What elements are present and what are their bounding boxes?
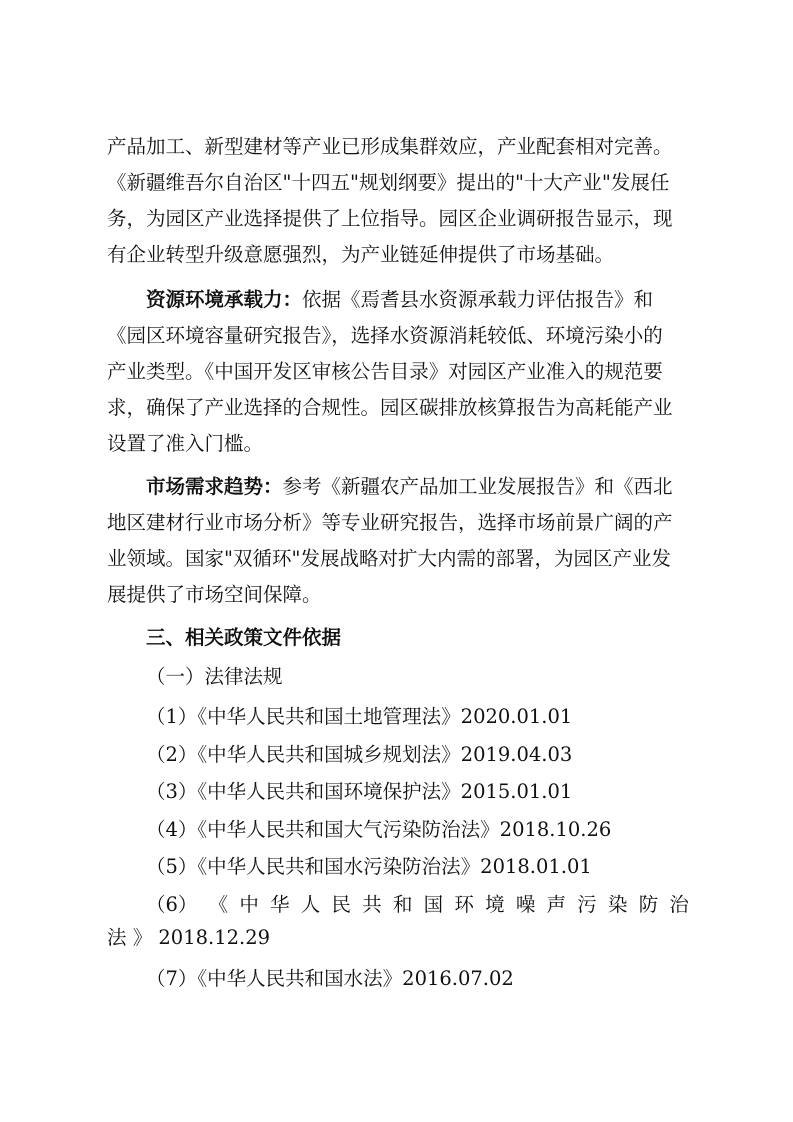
law-char: 噪 — [515, 893, 536, 916]
law-item: （3）《中华人民共和国环境保护法》2015.01.01 — [146, 780, 573, 803]
paragraph-label: 市场需求趋势： — [146, 475, 283, 498]
paragraph-line: 产业类型。《中国开发区审核公告目录》对园区产业准入的规范要 — [107, 360, 663, 383]
paragraph-text: 参考《新疆农产品加工业发展报告》和《西北 — [282, 475, 673, 498]
law-char: 民 — [331, 893, 352, 916]
law-char: 华 — [270, 893, 290, 916]
law-char: 防 — [638, 893, 659, 916]
subsection-heading: （一）法律法规 — [146, 665, 283, 688]
paragraph-line: 地区建材行业市场分析》等专业研究报告，选择市场前景广阔的产 — [107, 511, 673, 534]
law-char: 声 — [546, 893, 567, 916]
paragraph-text: 依据《焉耆县水资源承载力评估报告》和 — [302, 288, 654, 311]
law-item — [146, 888, 689, 922]
paragraph-line: 《园区环境容量研究报告》，选择水资源消耗较低、环境污染小的 — [107, 324, 663, 347]
paragraph-line — [146, 283, 653, 317]
paragraph-line: 设置了准入门槛。 — [107, 432, 264, 455]
paragraph-line: 有企业转型升级意愿强烈，为产业链延伸提供了市场基础。 — [107, 243, 615, 266]
law-item: （1）《中华人民共和国土地管理法》2020.01.01 — [146, 705, 573, 728]
paragraph-line: 业领域。国家"双循环"发展战略对扩大内需的部署，为园区产业发 — [107, 547, 671, 570]
paragraph-line: 产品加工、新型建材等产业已形成集群效应，产业配套相对完善。 — [107, 135, 673, 158]
law-item: （4）《中华人民共和国大气污染防治法》2018.10.26 — [146, 818, 612, 841]
law-item: （5）《中华人民共和国水污染防治法》2018.01.01 — [146, 855, 592, 878]
law-item-continuation: 法 》 2018.12.29 — [107, 926, 271, 949]
paragraph-line — [146, 470, 673, 504]
paragraph-line: 《新疆维吾尔自治区"十四五"规划纲要》提出的"十大产业"发展任 — [107, 171, 670, 194]
paragraph-line: 展提供了市场空间保障。 — [107, 583, 322, 606]
law-item-spread — [146, 888, 689, 922]
law-char: （6） — [146, 893, 198, 916]
law-char: 中 — [239, 893, 259, 916]
paragraph-line: 求，确保了产业选择的合规性。园区碳排放核算报告为高耗能产业 — [107, 396, 673, 419]
law-char: 和 — [392, 893, 413, 916]
law-char: 染 — [607, 893, 628, 916]
paragraph-label: 资源环境承载力： — [146, 288, 303, 311]
law-char: 治 — [669, 893, 689, 916]
law-char: 共 — [362, 893, 382, 916]
law-item: （2）《中华人民共和国城乡规划法》2019.04.03 — [146, 743, 573, 766]
section-heading: 三、相关政策文件依据 — [146, 626, 342, 649]
law-char: 环 — [454, 893, 474, 916]
law-char: 国 — [423, 893, 444, 916]
law-char: 境 — [485, 893, 505, 916]
law-char: 污 — [577, 893, 597, 916]
law-item: （7）《中华人民共和国水法》2016.07.02 — [146, 967, 514, 990]
law-char: 人 — [300, 893, 321, 916]
law-char: 《 — [208, 893, 229, 916]
paragraph-line: 务，为园区产业选择提供了上位指导。园区企业调研报告显示，现 — [107, 207, 673, 230]
